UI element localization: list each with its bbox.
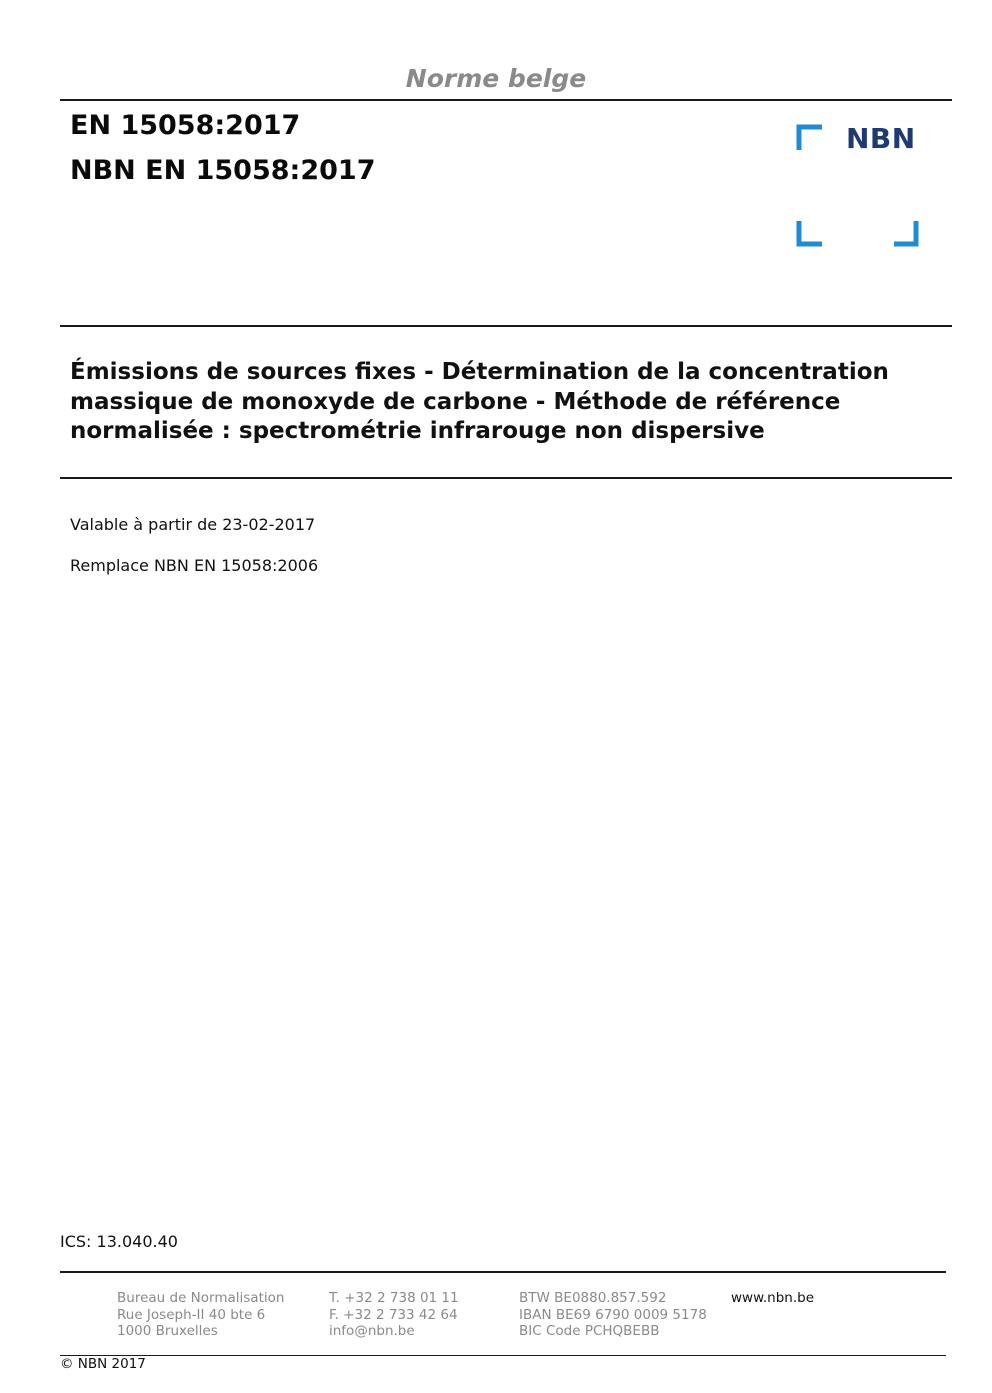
footer-address-line: Bureau de Normalisation bbox=[117, 1290, 285, 1306]
document-title bbox=[70, 358, 930, 447]
title-bottom-divider bbox=[60, 477, 952, 479]
title-line: normalisée : spectrométrie infrarouge non dispersive bbox=[70, 418, 765, 444]
nbn-logo-text: NBN bbox=[846, 122, 916, 155]
footer-bic: BIC Code PCHQBEBB bbox=[519, 1323, 660, 1339]
title-line: Émissions de sources fixes - Détermination de la concentration bbox=[70, 359, 889, 385]
title-top-divider bbox=[60, 325, 952, 327]
footer-bottom-divider bbox=[60, 1355, 946, 1356]
footer-address-line: Rue Joseph-II 40 bte 6 bbox=[117, 1306, 266, 1323]
ics-code: ICS: 13.040.40 bbox=[60, 1232, 178, 1251]
footer-fax: F. +32 2 733 42 64 bbox=[329, 1306, 458, 1323]
document-type-label: Norme belge bbox=[405, 64, 587, 93]
footer-website: www.nbn.be bbox=[731, 1290, 815, 1306]
nbn-standard-code: NBN EN 15058:2017 bbox=[70, 155, 376, 186]
en-standard-code: EN 15058:2017 bbox=[70, 110, 301, 141]
footer-address bbox=[117, 1290, 284, 1340]
footer-top-divider bbox=[60, 1271, 946, 1273]
footer-iban: IBAN BE69 6790 0009 5178 bbox=[519, 1306, 707, 1323]
replaces-text: Remplace NBN EN 15058:2006 bbox=[70, 556, 319, 575]
footer-email: info@nbn.be bbox=[329, 1323, 415, 1339]
title-line: massique de monoxyde de carbone - Méthode de référence bbox=[70, 388, 841, 415]
footer-address-line: 1000 Bruxelles bbox=[117, 1323, 218, 1339]
footer-vat: BTW BE0880.857.592 bbox=[519, 1290, 667, 1306]
footer-bank bbox=[519, 1290, 707, 1340]
top-divider bbox=[60, 99, 952, 101]
valid-from-text: Valable à partir de 23-02-2017 bbox=[70, 515, 316, 534]
footer-phone: T. +32 2 738 01 11 bbox=[329, 1290, 459, 1306]
copyright-text: © NBN 2017 bbox=[60, 1356, 146, 1372]
footer-contact bbox=[329, 1290, 459, 1340]
